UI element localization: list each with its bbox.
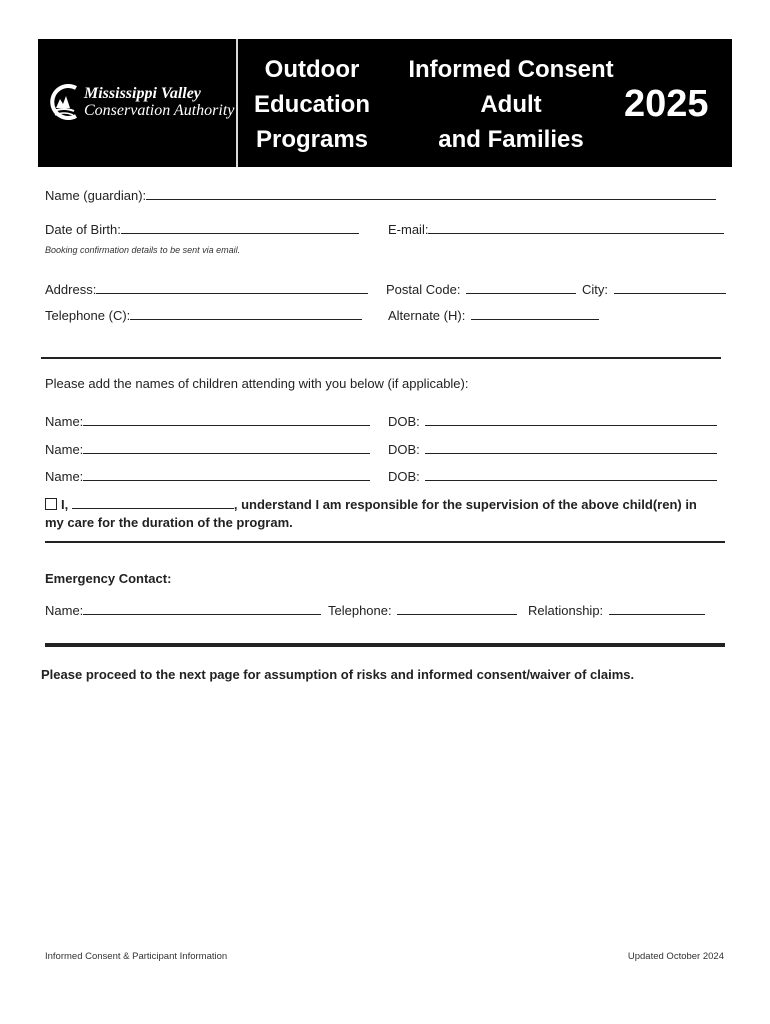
header-divider <box>236 39 238 167</box>
emergency-telephone-label: Telephone: <box>328 603 392 618</box>
footer-left: Informed Consent & Participant Information <box>45 951 228 962</box>
emergency-telephone-row <box>328 601 517 618</box>
alternate-phone-row <box>388 306 599 323</box>
child-dob-field[interactable] <box>425 412 717 426</box>
child-dob-label: DOB: <box>388 442 420 457</box>
child-name-row <box>45 412 370 429</box>
guardian-name-row <box>45 186 716 203</box>
telephone-label: Telephone (C): <box>45 308 131 323</box>
form-title <box>388 52 634 157</box>
child-dob-field[interactable] <box>425 467 717 481</box>
telephone-row <box>45 306 362 323</box>
address-field[interactable] <box>96 280 368 294</box>
mvca-logo-icon <box>46 82 82 122</box>
postal-code-row <box>386 280 576 297</box>
emergency-name-label: Name: <box>45 603 84 618</box>
alternate-phone-label: Alternate (H): <box>388 308 466 323</box>
form-year: 2025 <box>624 83 709 125</box>
emergency-heading: Emergency Contact: <box>45 571 172 586</box>
child-dob-row <box>388 440 717 457</box>
child-name-label: Name: <box>45 442 84 457</box>
child-name-label: Name: <box>45 414 84 429</box>
form-title-line-3: and Families <box>438 126 584 153</box>
guardian-name-label: Name (guardian): <box>45 188 147 203</box>
emergency-name-field[interactable] <box>83 601 321 615</box>
responsibility-name-field[interactable] <box>72 495 234 509</box>
address-row <box>45 280 368 297</box>
logo-wordmark <box>84 85 234 119</box>
responsibility-suffix: , understand I am responsible for the supervision of the above child(ren) in <box>233 497 697 512</box>
section-divider <box>41 357 721 359</box>
child-dob-field[interactable] <box>425 440 717 454</box>
section-divider <box>45 541 725 543</box>
program-title-line-2: Education <box>253 91 370 118</box>
dob-label: Date of Birth: <box>45 222 121 237</box>
city-row <box>582 280 726 297</box>
proceed-note: Please proceed to the next page for assumption of risks and informed consent/waiver of claims. <box>41 667 635 682</box>
dob-row <box>45 220 359 237</box>
form-title-line-1: Informed Consent <box>408 56 614 83</box>
emergency-relationship-field[interactable] <box>609 601 705 615</box>
email-row <box>388 220 724 237</box>
emergency-name-row <box>45 601 321 618</box>
address-label: Address: <box>45 282 97 297</box>
email-field[interactable] <box>428 220 724 234</box>
section-divider-thick <box>45 643 725 647</box>
child-dob-label: DOB: <box>388 414 420 429</box>
child-dob-row <box>388 412 717 429</box>
program-title-line-3: Programs <box>255 126 369 153</box>
postal-code-field[interactable] <box>466 280 576 294</box>
email-label: E-mail: <box>388 222 429 237</box>
alternate-phone-field[interactable] <box>471 306 599 320</box>
child-name-field[interactable] <box>83 440 370 454</box>
emergency-relationship-row <box>528 601 705 618</box>
program-title <box>240 52 384 157</box>
child-name-field[interactable] <box>83 412 370 426</box>
child-name-row <box>45 440 370 457</box>
booking-note: Booking confirmation details to be sent via email. <box>45 245 241 255</box>
child-dob-label: DOB: <box>388 469 420 484</box>
logo-line-1: Mississippi Valley <box>84 85 201 102</box>
responsibility-checkbox[interactable] <box>45 498 57 510</box>
form-title-line-2: Adult <box>480 91 542 118</box>
children-intro: Please add the names of children attending with you below (if applicable): <box>45 376 469 391</box>
postal-code-label: Postal Code: <box>386 282 461 297</box>
header-banner <box>38 39 732 167</box>
dob-field[interactable] <box>121 220 359 234</box>
emergency-telephone-field[interactable] <box>397 601 517 615</box>
guardian-name-field[interactable] <box>146 186 716 200</box>
responsibility-prefix: I, <box>61 497 69 512</box>
child-dob-row <box>388 467 717 484</box>
footer-right: Updated October 2024 <box>627 951 724 962</box>
city-field[interactable] <box>614 280 726 294</box>
emergency-relationship-label: Relationship: <box>528 603 604 618</box>
child-name-field[interactable] <box>83 467 370 481</box>
telephone-field[interactable] <box>130 306 362 320</box>
responsibility-line-1 <box>45 495 697 512</box>
program-title-line-1: Outdoor <box>264 56 360 83</box>
child-name-row <box>45 467 370 484</box>
child-name-label: Name: <box>45 469 84 484</box>
logo-line-2: Conservation Authority <box>84 102 235 119</box>
organization-logo <box>38 39 236 167</box>
responsibility-line-2: my care for the duration of the program. <box>45 515 293 530</box>
city-label: City: <box>582 282 608 297</box>
